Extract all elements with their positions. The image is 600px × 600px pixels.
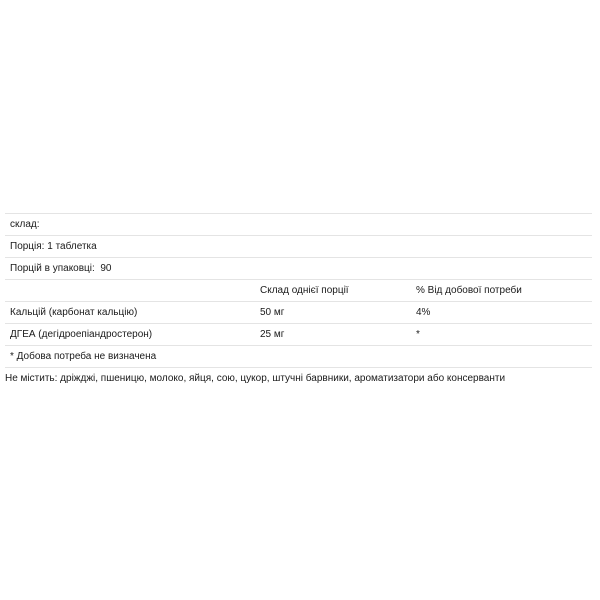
footnote-row <box>5 346 592 368</box>
header-daily-value: % Від добової потреби <box>416 285 522 296</box>
ingredient-daily-value: * <box>416 329 420 340</box>
ingredient-name: ДГЕА (дегідроепіандростерон) <box>10 329 153 340</box>
free-from-note: Не містить: дріжджі, пшеницю, молоко, яйця, сою, цукор, штучні барвники, ароматизатори або консерванти <box>5 373 506 384</box>
servings-per-container-label: Порцій в упаковці: <box>10 263 95 274</box>
serving-size: Порція: 1 таблетка <box>10 241 97 252</box>
servings-per-container-value: 90 <box>100 263 112 274</box>
table-row <box>5 302 592 324</box>
servings-per-container-row <box>5 258 592 280</box>
supplement-facts-table <box>5 213 592 368</box>
table-header-row <box>5 280 592 302</box>
composition-row <box>5 214 592 236</box>
ingredient-name: Кальцій (карбонат кальцію) <box>10 307 138 318</box>
ingredient-amount: 25 мг <box>260 329 285 340</box>
footnote: * Добова потреба не визначена <box>10 351 157 362</box>
ingredient-daily-value: 4% <box>416 307 431 318</box>
header-amount-per-serving: Склад однієї порції <box>260 285 349 296</box>
servings-per-container <box>10 258 111 279</box>
serving-size-row <box>5 236 592 258</box>
composition-label: склад: <box>10 219 40 230</box>
ingredient-amount: 50 мг <box>260 307 285 318</box>
table-row <box>5 324 592 346</box>
